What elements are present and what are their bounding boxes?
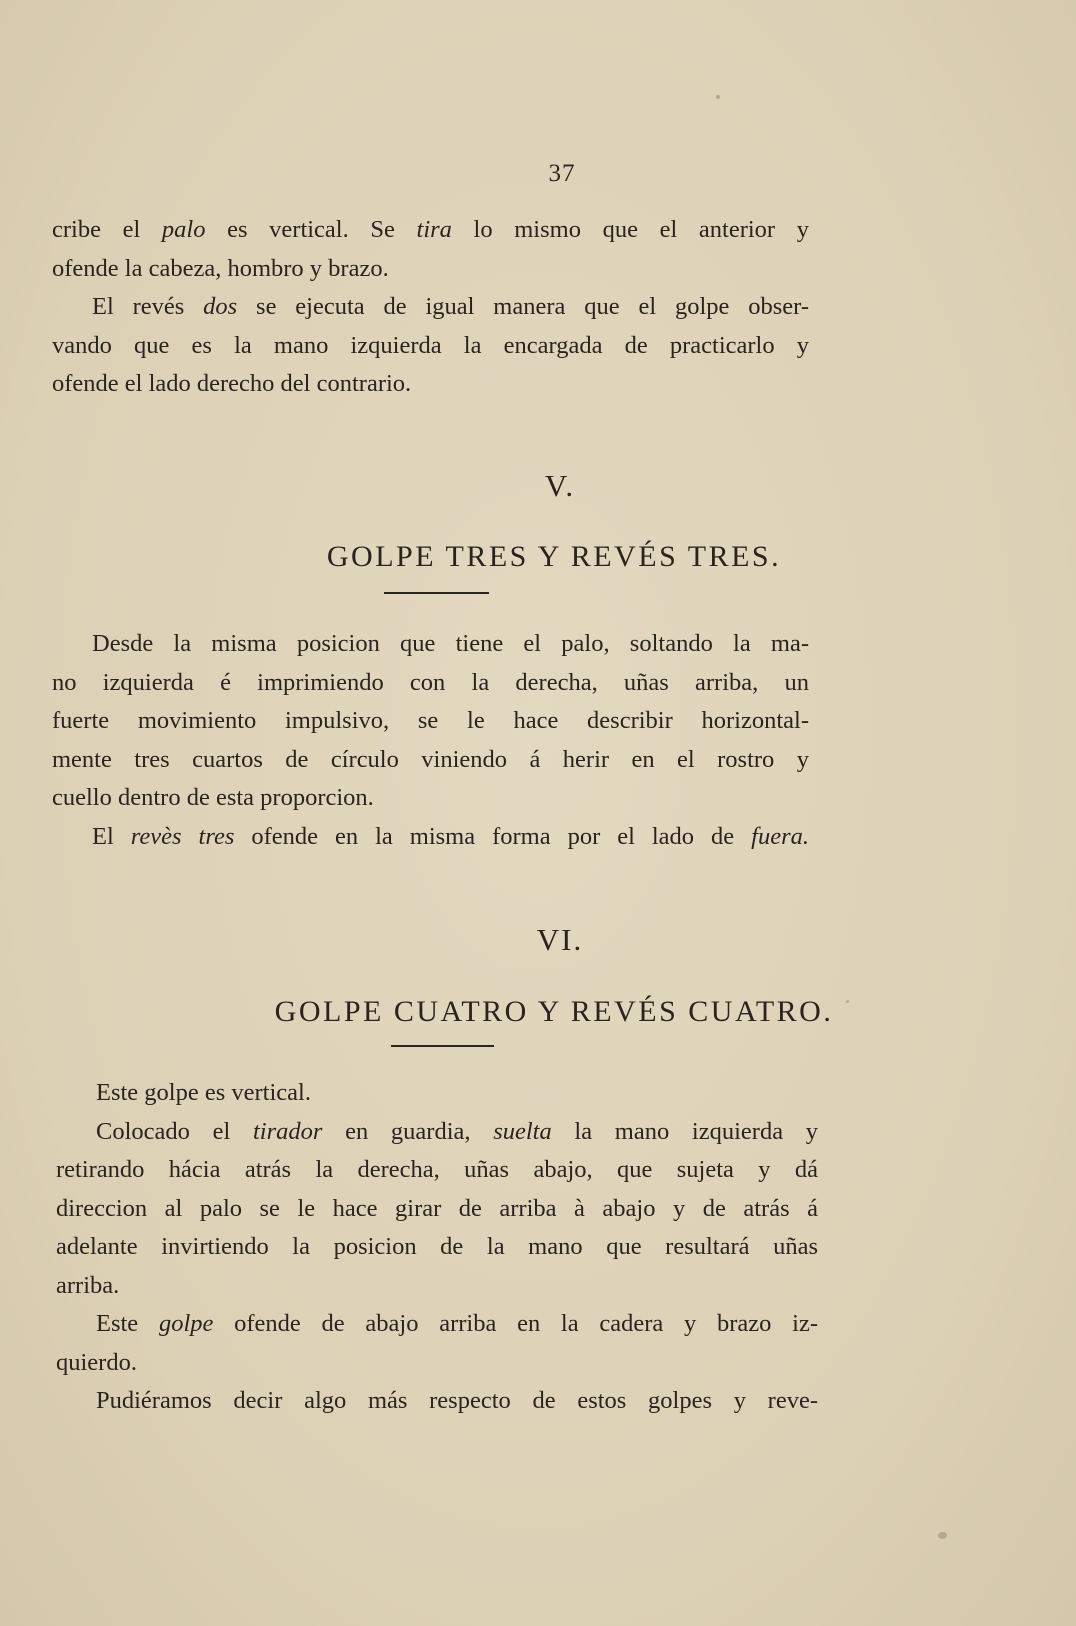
text-line: quierdo.: [56, 1348, 137, 1376]
heading-rule: [384, 592, 489, 594]
top-section-text: [52, 211, 809, 404]
text-line: cuello dentro de esta proporcion.: [52, 784, 374, 811]
paper-speck: [716, 95, 720, 99]
paper-speck: [846, 1000, 849, 1003]
text-line: cribe el palo es vertical. Se tira lo mismo que el anterior y: [52, 216, 809, 243]
section-vi-heading: GOLPE CUATRO Y REVÉS CUATRO.: [274, 995, 834, 1028]
text-line: El revés dos se ejecuta de igual manera que el golpe obser-: [92, 293, 809, 320]
text-line: Este golpe ofende de abajo arriba en la cadera y brazo iz-: [96, 1310, 819, 1337]
text-line: arriba.: [56, 1271, 120, 1299]
section-vi-text: [56, 1074, 818, 1421]
text-line: retirando hácia atrás la derecha, uñas abajo, que sujeta y dá: [56, 1156, 818, 1183]
heading-rule: [391, 1045, 494, 1047]
text-line: Colocado el tirador en guardia, suelta la mano izquierda y: [96, 1117, 819, 1145]
page-number: 37: [548, 160, 576, 187]
section-v-heading: GOLPE TRES Y REVÉS TRES.: [326, 540, 782, 573]
section-v-numeral: V.: [544, 468, 576, 503]
text-line: ofende la cabeza, hombro y brazo.: [52, 254, 389, 282]
paper-speck: [938, 1532, 947, 1539]
text-line: direccion al palo se le hace girar de arriba à abajo y de atrás á: [56, 1194, 818, 1222]
text-line: Este golpe es vertical.: [96, 1079, 311, 1106]
text-line: ofende el lado derecho del contrario.: [52, 370, 412, 397]
section-v-text: [52, 625, 809, 856]
section-vi-numeral: VI.: [536, 922, 584, 957]
text-line: adelante invirtiendo la posicion de la mano que resultará uñas: [56, 1233, 818, 1260]
text-line: El revès tres ofende en la misma forma por el lado de fuera.: [92, 822, 809, 850]
text-line: Desde la misma posicion que tiene el palo, soltando la ma-: [92, 630, 809, 657]
text-line: no izquierda é imprimiendo con la derecha, uñas arriba, un: [52, 668, 809, 696]
text-line: Pudiéramos decir algo más respecto de estos golpes y reve-: [96, 1387, 818, 1414]
text-line: mente tres cuartos de círculo viniendo á herir en el rostro y: [52, 745, 809, 773]
text-line: fuerte movimiento impulsivo, se le hace describir horizontal-: [52, 707, 809, 734]
text-line: vando que es la mano izquierda la encargada de practicarlo y: [52, 331, 809, 359]
